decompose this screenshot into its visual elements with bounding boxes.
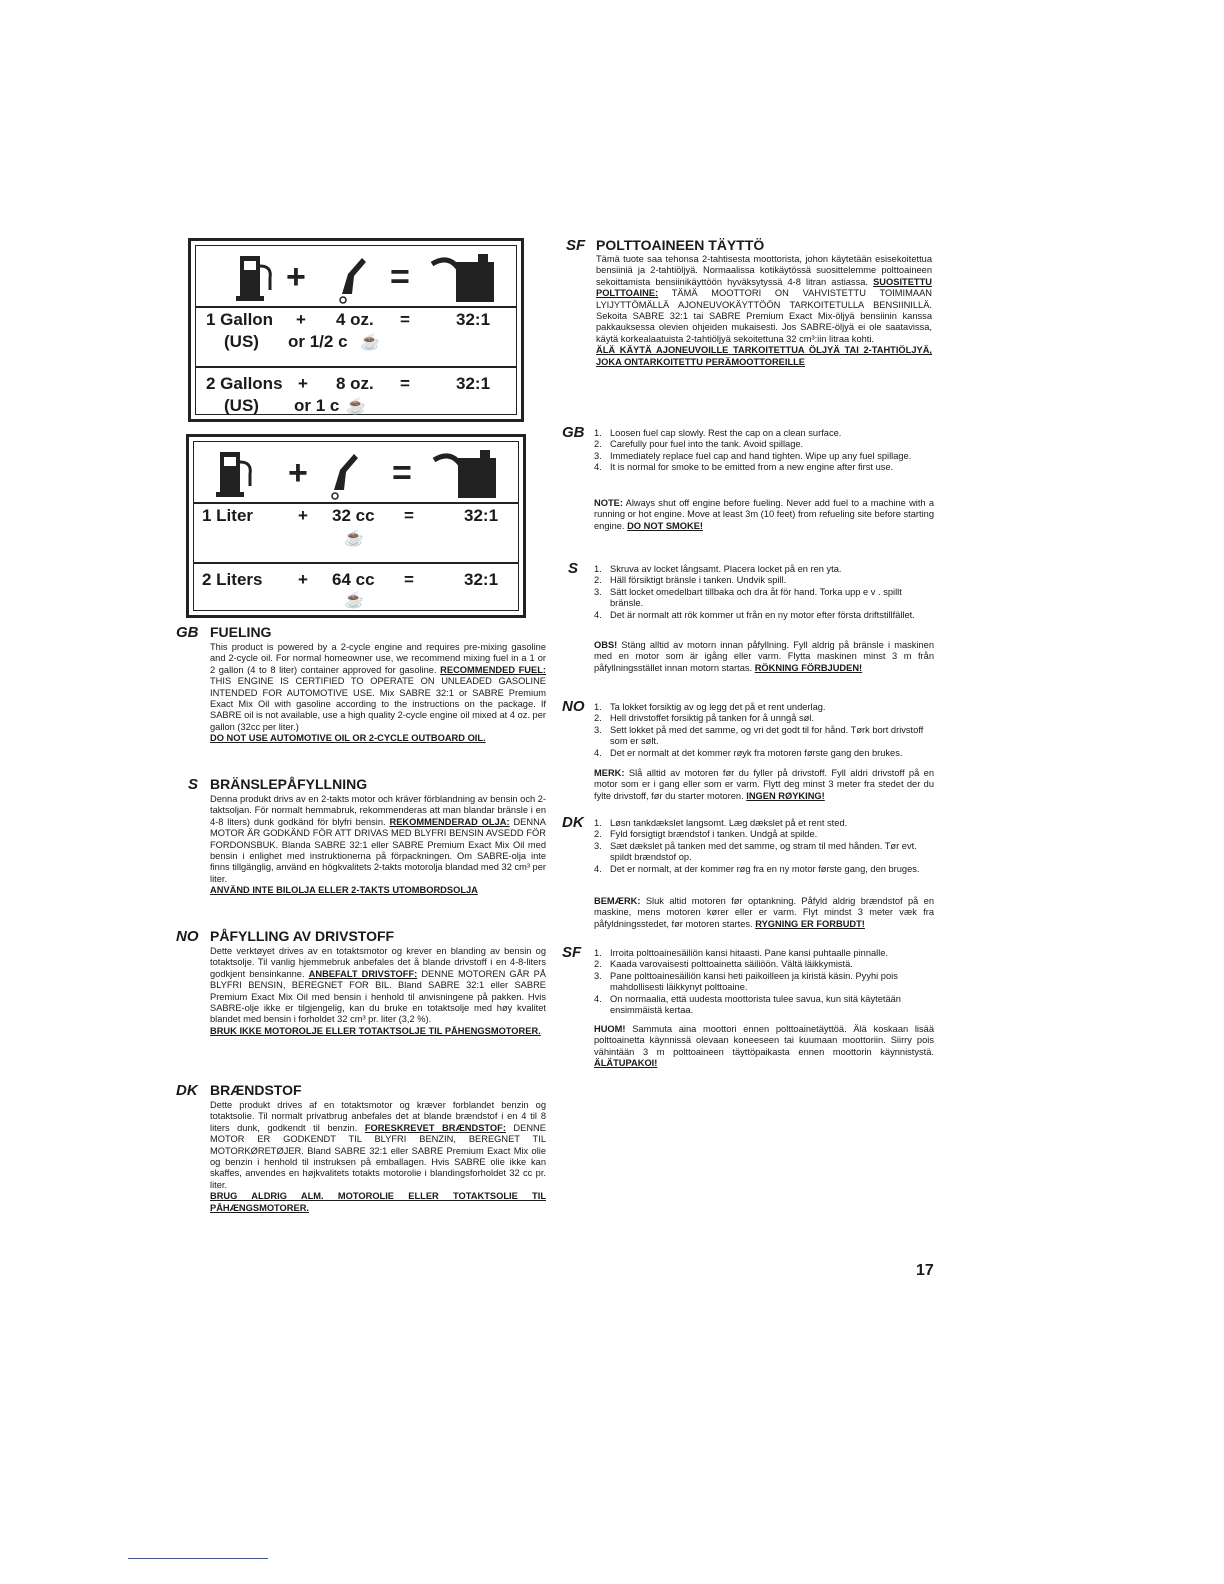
mix-qty: 1 Gallon xyxy=(206,310,274,329)
list-item: 4. Det är normalt att rök kommer ut från en ny motor efter första driftstillfället. xyxy=(594,609,915,620)
equals-symbol: = xyxy=(390,258,410,296)
recommended-label: RECOMMENDED FUEL: xyxy=(440,664,546,675)
oil-bottle-icon xyxy=(332,454,358,499)
steps-list xyxy=(594,564,934,621)
list-item: 3. Sett lokket på med det samme, og vri det godt til for hånd. Tørk bort drivstoff som er sølt. xyxy=(594,724,924,747)
cup-icon: ☕ xyxy=(344,592,364,609)
warning-text: INGEN RØYKING! xyxy=(746,790,825,801)
mix-oil: 32 cc xyxy=(332,506,375,525)
mix-row-2 xyxy=(194,570,518,614)
oil-bottle-icon xyxy=(340,258,366,303)
fuel-can-icon xyxy=(432,254,494,302)
warning-text: DO NOT SMOKE! xyxy=(627,520,704,531)
list-item: 4. It is normal for smoke to be emitted from a new engine after first use. xyxy=(594,462,894,473)
mix-qty: 2 Liters xyxy=(202,570,263,589)
step-note: BEMÆRK: Sluk altid motoren før optankning. Påfyld aldrig brændstof på en maskine, mens motoren kører eller er varm. Flyt mindst 3 meter væk fra påfyldningsstedet, før motoren startes. RYGNING ER FORBUDT! xyxy=(594,896,934,929)
mix-row-2 xyxy=(196,374,516,418)
page-number: 17 xyxy=(916,1262,934,1279)
fuel-pump-icon xyxy=(236,256,270,301)
warning-text: ANVÄND INTE BILOLJA ELLER 2-TAKTS UTOMBORDSOLJA xyxy=(210,885,478,896)
steps-list xyxy=(594,948,934,1016)
steps-list xyxy=(594,428,934,474)
mix-row-1 xyxy=(194,506,518,566)
cup-icon: ☕ xyxy=(346,398,366,415)
list-item: 1. Ta lokket forsiktig av og legg det på et rent underlag. xyxy=(594,702,826,712)
warning-text: RÖKNING FÖRBJUDEN! xyxy=(754,662,863,673)
section-body: Tämä tuote saa tehonsa 2-tahtisesta moottorista, johon käytetään esisekoitettua bensiiniä ja 2-tahtiöljyä. Normaalissa kotikäytössä suosittelemme polttoaineen sekoittamista bensiinikäyttöön hyväksytyssä 4-8 litran astiassa. SUOSITETTU POLTTOAINE: TÄMÄ MOOTTORI ON VAHVISTETTU TOIMIMAAN LYIJYTTÖMÄLLÄ AJONEUVOKÄYTTÖÖN TARKOITETULLA BENSIINILLÄ. Sekoita SABRE 32:1 tai SABRE Premium Exact Mix-öljyä bensiinin kanssa pakkauksessa olevien ohjeiden mukaisesti. Jos SABRE-öljyä ei ole saatavissa, käytä korkealaatuista 2-tahtiöljyä sekoitettuna 32 cm³:iin litraa kohti. ÄLÄ KÄYTÄ AJONEUVOILLE TARKOITETTUA ÖLJYÄ TAI 2-TAHTIÖLJYÄ, JOKA ONTARKOITETTU PERÄMOOTTOREILLE xyxy=(596,254,932,367)
list-item: 3. Pane polttoainesäiliön kansi heti paikoilleen ja kiristä käsin. Pyyhi pois mahdollisesti läikkynyt polttoaine. xyxy=(594,970,898,993)
lang-code: S xyxy=(568,560,579,577)
fuel-pump-icon xyxy=(216,452,250,497)
mix-qty: 1 Liter xyxy=(202,506,254,525)
steps-list xyxy=(594,818,934,875)
section-body: This product is powered by a 2-cycle engine and requires pre-mixing gasoline and 2-cycle oil. For normal homeowner use, we recommend mixing fuel in a 1 or 2 gallon (4 to 8 liter) container approved for gasoline. RECOMMENDED FUEL: THIS ENGINE IS CERTIFIED TO OPERATE ON UNLEADED GASOLINE INTENDED FOR AUTOMOTIVE USE. Mix SABRE 32:1 or SABRE Premium Exact Mix Oil with gasoline according to the instructions on the package. If SABRE oil is not available, use a high quality 2-cycle engine oil mixed at 4 oz. per gallon (32cc per liter.) DO NOT USE AUTOMOTIVE OIL OR 2-CYCLE OUTBOARD OIL. xyxy=(210,642,546,744)
mix-qty: 2 Gallons xyxy=(206,374,283,393)
mix-table-metric xyxy=(186,434,526,618)
list-item: 3. Immediately replace fuel cap and hand tighten. Wipe up any fuel spillage. xyxy=(594,450,912,461)
warning-text: BRUG ALDRIG ALM. MOTOROLIE ELLER TOTAKTSOLIE TIL PÅHÆNGSMOTORER. xyxy=(210,1191,546,1213)
mix-oil: 8 oz. xyxy=(336,374,374,393)
mix-plus: + xyxy=(298,506,308,525)
lang-code: DK xyxy=(562,814,584,831)
section-title: BRÄNSLEPÅFYLLNING xyxy=(210,776,368,792)
list-item: 1. Skruva av locket långsamt. Placera locket på en ren yta. xyxy=(594,564,842,574)
mix-table-us xyxy=(188,238,524,422)
plus-symbol: + xyxy=(286,258,306,296)
list-item: 4. Det er normalt, at der kommer røg fra en ny motor første gang, den bruges. xyxy=(594,863,920,874)
mix-eq: = xyxy=(400,374,410,393)
lang-code: SF xyxy=(566,237,586,254)
list-item: 2. Hell drivstoffet forsiktig på tanken for å unngå søl. xyxy=(594,713,814,724)
steps-list xyxy=(594,702,934,759)
footer-rule xyxy=(128,1558,268,1559)
mix-row-1 xyxy=(196,310,516,370)
lang-code: SF xyxy=(562,944,582,961)
warning-text: DO NOT USE AUTOMOTIVE OIL OR 2-CYCLE OUTBOARD OIL. xyxy=(210,733,486,744)
lang-code: S xyxy=(188,776,199,793)
list-item: 2. Kaada varovaisesti polttoainetta säiliöön. Vältä läikkymistä. xyxy=(594,959,853,970)
step-note: OBS! Stäng alltid av motorn innan påfyllning. Fyll aldrig på bränsle i maskinen med en motor som är igång eller varm. Flytta maskinen minst 3 m från påfyllningsstället innan motorn startas. RÖKNING FÖRBJUDEN! xyxy=(594,640,934,673)
lang-code: GB xyxy=(176,624,199,641)
mix-plus: + xyxy=(298,570,308,589)
lang-code: GB xyxy=(562,424,585,441)
list-item: 3. Sæt dækslet på tanken med det samme, og stram til med hånden. Tør evt. spildt brændstof op. xyxy=(594,840,917,863)
mix-alt: or 1/2 c xyxy=(288,332,348,351)
section-title: FUELING xyxy=(210,624,272,640)
plus-symbol: + xyxy=(288,454,308,492)
mix-plus: + xyxy=(298,374,308,393)
mix-alt: or 1 c xyxy=(294,396,340,415)
mix-oil: 4 oz. xyxy=(336,310,374,329)
section-title: BRÆNDSTOF xyxy=(210,1082,302,1098)
warning-text: ÄLÄ KÄYTÄ AJONEUVOILLE TARKOITETTUA ÖLJYÄ TAI 2-TAHTIÖLJYÄ, JOKA ONTARKOITETTU PERÄMOOTTOREILLE xyxy=(596,345,932,367)
mix-ratio: 32:1 xyxy=(456,374,491,393)
section-title: PÅFYLLING AV DRIVSTOFF xyxy=(210,928,395,944)
mix-icon-row xyxy=(196,246,516,308)
warning-text: RYGNING ER FORBUDT! xyxy=(755,918,865,929)
cup-icon: ☕ xyxy=(344,530,364,547)
warning-text: BRUK IKKE MOTOROLJE ELLER TOTAKTSOLJE TIL PÅHENGSMOTORER. xyxy=(210,1025,541,1036)
mix-unit: (US) xyxy=(224,332,259,351)
list-item: 2. Carefully pour fuel into the tank. Avoid spillage. xyxy=(594,439,804,450)
mix-oil: 64 cc xyxy=(332,570,375,589)
recommended-label: ANBEFALT DRIVSTOFF: xyxy=(308,968,418,979)
list-item: 2. Häll försiktigt bränsle i tanken. Undvik spill. xyxy=(594,575,787,586)
section-body: Dette verktøyet drives av en totaktsmotor og krever en blanding av bensin og totaktsolje. Til vanlig hjemmebruk anbefales det å blande drivstoff i en 4-8-liters godkjent bensinkanne. ANBEFALT DRIVSTOFF: DENNE MOTOREN GÅR PÅ BLYFRI BENSIN, BEREGNET FOR BIL. Bland SABRE 32:1 eller SABRE Premium Exact Mix Oil med bensin i henhold til anvisningene på pakken. Hvis SABRE-olje ikke er tilgjengelig, kan du bruke en totaktsolje med høy kvalitet blandet med bensin i forholdet 32 cm³ pr. liter (3,2 %). BRUK IKKE MOTOROLJE ELLER TOTAKTSOLJE TIL PÅHENGSMOTORER. xyxy=(210,946,546,1036)
mix-icon-row xyxy=(194,442,518,504)
lang-code: NO xyxy=(176,928,199,945)
recommended-label: SUOSITETTU POLTTOAINE: xyxy=(596,276,932,299)
section-body: Denna produkt drivs av en 2-takts motor och kräver förblandning av bensin och 2-taktsoljan. För normalt hemmabruk, rekommenderas att man blandar bränsle i en 4-8 liters) dunk godkänd för blyfri bensin. REKOMMENDERAD OLJA: DENNA MOTOR ÄR GODKÄND FÖR ATT DRIVAS MED BLYFRI BENSIN AVSEDD FÖR FORDONSBUK. Blanda SABRE 32:1 eller SABRE Premium Exact Mix Oil med bensin i enlighet med instruktionerna på förpackningen. Om SABRE-olja inte finns tillgänglig, använd en högkvalitets 2-takts motorolja blandad med 32 cm³ per liter. ANVÄND INTE BILOLJA ELLER 2-TAKTS UTOMBORDSOLJA xyxy=(210,794,546,896)
list-item: 1. Irroita polttoainesäiliön kansi hitaasti. Pane kansi puhtaalle pinnalle. xyxy=(594,948,889,958)
list-item: 4. On normaalia, että uudesta moottorista tulee savua, kun sitä käytetään ensimmäistä kertaa. xyxy=(594,993,901,1016)
cup-icon: ☕ xyxy=(360,334,380,351)
fuel-oil-mix-icons xyxy=(194,442,520,502)
step-note: NOTE: Always shut off engine before fueling. Never add fuel to a machine with a running or hot engine. Move at least 3m (10 feet) from refueling site before starting engine. DO NOT SMOKE! xyxy=(594,498,934,531)
list-item: 4. Det er normalt at det kommer røyk fra motoren første gang den brukes. xyxy=(594,747,903,758)
mix-ratio: 32:1 xyxy=(456,310,491,329)
lang-code: NO xyxy=(562,698,585,715)
mix-unit: (US) xyxy=(224,396,259,415)
step-note: HUOM! Sammuta aina moottori ennen polttoainetäyttöä. Älä koskaan lisää polttoainetta käynnissä olevaan koneeseen tai kuumaan moottoriin. Siirry pois vähintään 3 m polttoaineen täyttöpaikasta ennen moottorin käynnistystä. ÄLÄTUPAKOI! xyxy=(594,1024,934,1069)
recommended-label: FORESKREVET BRÆNDSTOF: xyxy=(364,1122,506,1133)
list-item: 3. Sätt locket omedelbart tillbaka och dra åt för hand. Torka upp e v . spillt bränsle. xyxy=(594,586,902,609)
mix-ratio: 32:1 xyxy=(464,570,499,589)
mix-ratio: 32:1 xyxy=(464,506,499,525)
fuel-can-icon xyxy=(434,450,496,498)
lang-code: DK xyxy=(176,1082,198,1099)
mix-eq: = xyxy=(404,570,414,589)
section-body: Dette produkt drives af en totaktsmotor og kræver forblandet benzin og totaktsolie. Til normalt privatbrug anbefales det at blande brændstof i en 4 til 8 liters dunk, godkendt til benzin. FORESKREVET BRÆNDSTOF: DENNE MOTOR ER GODKENDT TIL BLYFRI BENZIN, BEREGNET TIL MOTORKØRETØJER. Bland SABRE 32:1 eller SABRE Premium Exact Mix olie og benzin i henhold til instruksen på emballagen. Hvis SABRE olie ikke kan skaffes, anvendes en højkvalitets totakts motorolie i blandingsforholdet 32 cc pr. liter. BRUG ALDRIG ALM. MOTOROLIE ELLER TOTAKTSOLIE TIL PÅHÆNGSMOTORER. xyxy=(210,1100,546,1213)
recommended-label: REKOMMENDERAD OLJA: xyxy=(389,816,510,827)
list-item: 1. Loosen fuel cap slowly. Rest the cap on a clean surface. xyxy=(594,428,842,438)
mix-eq: = xyxy=(400,310,410,329)
list-item: 2. Fyld forsigtigt brændstof i tanken. Undgå at spilde. xyxy=(594,829,818,840)
step-note: MERK: Slå alltid av motoren før du fyller på drivstoff. Fyll aldri drivstoff på en motor som er i gang eller som er varm. Flytt deg minst 3 meter fra stedet der du fylte drivstoff, før du starter motoren. INGEN RØYKING! xyxy=(594,768,934,801)
mix-eq: = xyxy=(404,506,414,525)
fuel-oil-mix-icons xyxy=(196,246,518,306)
mix-plus: + xyxy=(296,310,306,329)
list-item: 1. Løsn tankdækslet langsomt. Læg dækslet på et rent sted. xyxy=(594,818,848,828)
equals-symbol: = xyxy=(392,454,412,492)
section-title: POLTTOAINEEN TÄYTTÖ xyxy=(596,237,765,253)
warning-text: ÄLÄTUPAKOI! xyxy=(594,1058,658,1069)
